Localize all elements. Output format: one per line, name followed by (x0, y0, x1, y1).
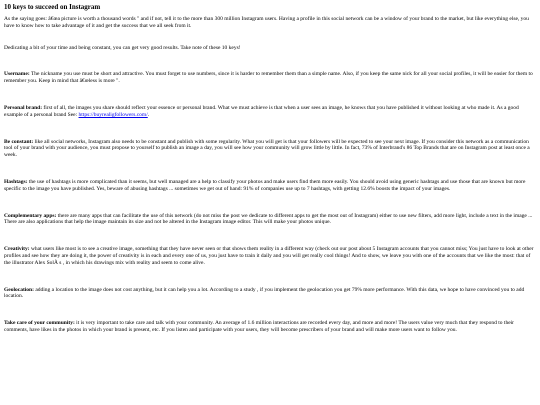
section-text: there are many apps that can facilitate the use of this network (do not miss the post we dedicate to different apps to get the most out of Instagram) either to use new filters, add more light, include a text in the image ... There are also applications that help the image maintain its size and not be altered in the Instagram image editor. This will make your photos unique. (4, 212, 533, 226)
section-username (4, 71, 537, 85)
section-heading: Hashtags: (4, 178, 28, 185)
section-text-after: . (147, 111, 150, 118)
section-text: first of all, the images you share should reflect your essence or personal brand. What we must achieve is that when a user sees an image, he knows that you have published it without looking at who made it. As a good example of a personal brand See: (4, 104, 519, 118)
dedicating-paragraph: Dedicating a bit of your time and being constant, you can get very good results. Take note of these 10 keys! (4, 44, 241, 51)
section-personal-brand (4, 105, 537, 119)
section-heading: Geolocation: (4, 286, 34, 293)
intro-paragraph: As the saying goes: â€œa picture is worth a thousand words " and if not, tell it to the more than 300 million Instagram users. Having a profile in this social network can be a window of your brand to the market, but like everything else, you have to know how to take advantage of it and get the success that we all seek from it. (4, 16, 529, 29)
section-heading: Creativity: (4, 246, 30, 253)
personal-brand-link[interactable]: https://buyrealigfollowers.com/ (78, 111, 148, 118)
section-text: adding a location to the image does not cost anything, but it can help you a lot. According to a study , if you implement the geolocation you get 79% more performance. With this data, we hope to have convinced you to add location. (4, 286, 525, 300)
section-geolocation (4, 287, 537, 301)
section-heading: Complementary apps: (4, 212, 57, 219)
section-text: what users like most is to see a creative image, something that they have never seen or that shows them reality in a different way (check out our post about 5 Instagram accounts that you cannot miss; You just have to look at other profiles and see how they are doing it, the power of creativity is in each and every one of us, you just have to train it daily and you will get really cool things! And to show, we leave you with one of the accounts that we like the most: that of the illustrator Alex SolÃ s , in which his drawings mix with reality and seem to come alive. (4, 246, 534, 266)
article-title: 10 keys to succeed on Instagram (4, 3, 101, 11)
section-text: like all social networks, Instagram also needs to be constant and publish with some regularity. What you will get is that your followers will be expected to see your next image. If you consider this network as a communication tool of your brand with your audience, you must propose to yourself to publish an image a day, you will see how your community will grow little by little. In fact, 73% of Interbrand's 86 Top Brands that are on Instagram post at least once a week. (4, 138, 530, 159)
section-heading: Username: (4, 71, 30, 78)
section-text: the use of hashtags is more complicated than it seems, but well managed are a help to classify your photos and make users find them more easily. You should avoid using generic hashtags and use those that are known but more specific to the image you have published. Yes, beware of abusing hashtags ... sometimes we get out of hand: 91% of companies use up to 7 hashtags, with getting 12.6% boosts the impact of your images. (4, 178, 526, 192)
section-be-constant (4, 139, 537, 159)
section-heading: Personal brand: (4, 104, 43, 111)
section-complementary-apps (4, 213, 537, 227)
section-text: it is very important to take care and talk with your community. An average of 1.6 million interactions are recorded every day, and more and more! The users value very much that they respond to their comments, have likes in the photos in which your brand is present, etc. If you listen and participate with your users, they will become prescribers of your brand and will make more users want to follow you. (4, 320, 514, 333)
section-creativity (4, 246, 537, 266)
section-heading: Take care of your community: (4, 320, 75, 327)
section-heading: Be constant: (4, 138, 34, 145)
section-hashtags (4, 179, 537, 193)
section-text: The nickname you use must be short and attractive. You must forget to use numbers, since it is harder to remember them than a simple name. Also, if you keep the same nick for all your social profiles, it will be easier for them to remember you. Keep in mind that â€œless is more ". (4, 71, 533, 85)
section-community (4, 320, 537, 334)
